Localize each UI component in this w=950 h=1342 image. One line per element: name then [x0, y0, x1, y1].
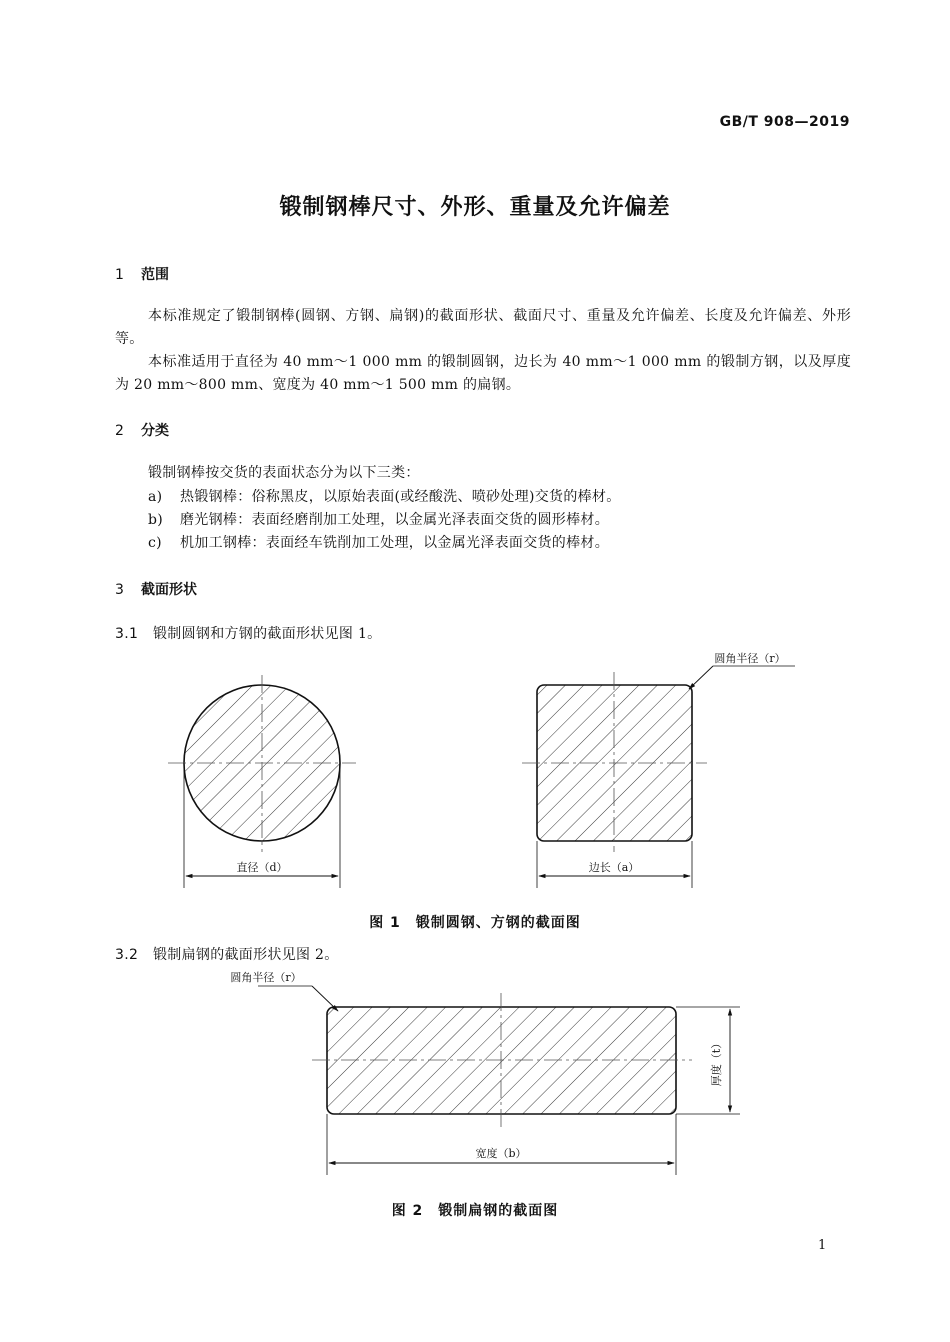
list-item-text: 热锻钢棒：俗称黑皮，以原始表面(或经酸洗、喷砂处理)交货的棒材。	[180, 489, 621, 505]
section-2-heading	[115, 420, 169, 440]
corner-radius-label: 圆角半径（r）	[714, 652, 786, 665]
figure-2-caption: 图 2 锻制扁钢的截面图	[391, 1203, 559, 1219]
list-item	[148, 532, 609, 555]
page-number: 1	[818, 1238, 827, 1253]
section-2-intro: 锻制钢棒按交货的表面状态分为以下三类：	[148, 465, 420, 481]
section-2-number: 2	[115, 423, 124, 439]
subsection-3-1-number: 3.1	[115, 626, 139, 642]
section-2-title: 分类	[141, 423, 169, 439]
section-1-heading	[115, 264, 169, 284]
section-3-number: 3	[115, 582, 124, 598]
document-title: 锻制钢棒尺寸、外形、重量及允许偏差	[279, 195, 671, 220]
section-1-paragraph-1: 本标准规定了锻制钢棒(圆钢、方钢、扁钢)的截面形状、截面尺寸、重量及允许偏差、长度及允许偏差、外形等。	[115, 308, 851, 347]
list-item-text: 机加工钢棒：表面经车铣削加工处理，以金属光泽表面交货的棒材。	[180, 535, 609, 551]
subsection-3-2-text: 锻制扁钢的截面形状见图 2。	[153, 947, 339, 963]
list-item	[148, 509, 609, 532]
list-item-mark: a)	[148, 489, 163, 505]
list-item	[148, 486, 621, 509]
list-item-mark: c)	[148, 535, 162, 551]
flat-bar-section	[230, 970, 740, 1175]
side-length-label: 边长（a）	[588, 861, 640, 874]
section-1-number: 1	[115, 267, 124, 283]
list-item-mark: b)	[148, 512, 164, 528]
section-1-paragraph-2: 本标准适用于直径为 40 mm～1 000 mm 的锻制圆钢，边长为 40 mm～1 000 mm 的锻制方钢，以及厚度为 20 mm～800 mm、宽度为 40 mm～1 500 mm 的扁钢。	[115, 354, 851, 393]
width-label: 宽度（b）	[475, 1147, 527, 1160]
figure-1-drawing	[0, 640, 950, 900]
diameter-label: 直径（d）	[236, 861, 288, 874]
subsection-3-1-text: 锻制圆钢和方钢的截面形状见图 1。	[153, 626, 382, 642]
figure-1-caption: 图 1 锻制圆钢、方钢的截面图	[369, 915, 581, 931]
section-3-title: 截面形状	[141, 582, 197, 598]
list-item-text: 磨光钢棒：表面经磨削加工处理，以金属光泽表面交货的圆形棒材。	[180, 512, 609, 528]
figure-2-drawing	[0, 965, 950, 1185]
section-3-heading	[115, 579, 197, 599]
round-bar-section	[168, 675, 356, 888]
subsection-3-2-number: 3.2	[115, 947, 139, 963]
flat-corner-radius-label: 圆角半径（r）	[230, 971, 302, 984]
section-1-title: 范围	[141, 267, 169, 283]
thickness-label: 厚度（t）	[710, 1037, 723, 1087]
standard-code: GB/T 908—2019	[719, 114, 850, 130]
subsection-3-2	[115, 945, 339, 965]
square-bar-section	[522, 651, 795, 888]
